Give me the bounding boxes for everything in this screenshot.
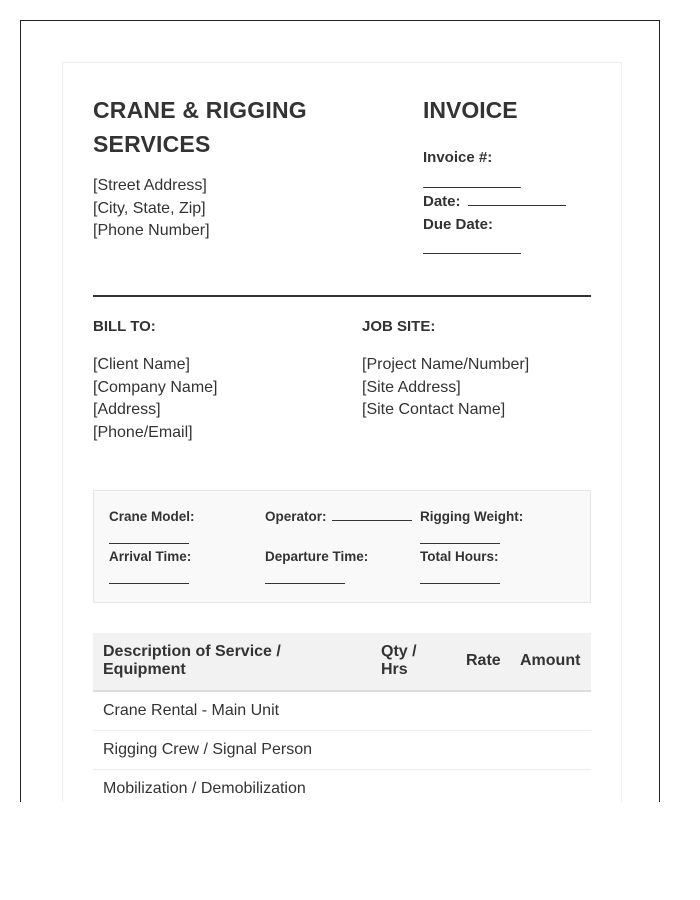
bill-to-client-name: [Client Name]: [93, 356, 190, 373]
departure-time-blank: [265, 583, 345, 584]
job-site-contact: [Site Contact Name]: [362, 401, 506, 418]
job-details-box: [93, 490, 591, 603]
table-row: [93, 731, 591, 770]
operator-field: [265, 507, 412, 527]
invoice-title: INVOICE: [423, 97, 518, 123]
crane-model-blank: [109, 543, 189, 544]
row-description: Crane Rental - Main Unit: [103, 702, 280, 719]
bill-to-heading: BILL TO:: [93, 318, 156, 335]
header-divider: [93, 295, 591, 297]
arrival-time-blank: [109, 583, 189, 584]
company-phone: [Phone Number]: [93, 222, 210, 239]
rigging-weight-blank: [420, 543, 500, 544]
document-frame: [20, 20, 660, 802]
operator-label: Operator:: [265, 509, 327, 524]
operator-blank: [332, 520, 412, 521]
row-description: Mobilization / Demobilization: [103, 780, 306, 797]
invoice-number-blank: [423, 187, 521, 188]
job-site-address: [Site Address]: [362, 379, 461, 396]
header-qty-hrs: Qty / Hrs: [381, 643, 417, 678]
job-site-project: [Project Name/Number]: [362, 356, 530, 373]
header-amount: Amount: [520, 652, 581, 669]
invoice-date-blank: [468, 205, 566, 206]
table-row: [93, 770, 591, 802]
line-items-table: [93, 633, 591, 802]
company-city-state-zip: [City, State, Zip]: [93, 200, 206, 217]
job-site-heading: JOB SITE:: [362, 318, 436, 335]
header-description: Description of Service / Equipment: [103, 643, 281, 678]
total-hours-blank: [420, 583, 500, 584]
table-header-row: [93, 633, 591, 692]
invoice-page: [62, 62, 622, 802]
bill-to-company-name: [Company Name]: [93, 379, 218, 396]
departure-time-label: Departure Time:: [265, 549, 369, 564]
arrival-time-label: Arrival Time:: [109, 549, 192, 564]
bill-to-phone-email: [Phone/Email]: [93, 424, 193, 441]
bill-to-address: [Address]: [93, 401, 161, 418]
total-hours-label: Total Hours:: [420, 549, 499, 564]
company-name: CRANE & RIGGING SERVICES: [93, 97, 307, 157]
table-row: [93, 692, 591, 731]
rigging-weight-label: Rigging Weight:: [420, 509, 524, 524]
company-street-address: [Street Address]: [93, 177, 207, 194]
invoice-number-label: Invoice #:: [423, 149, 493, 166]
invoice-due-date-label: Due Date:: [423, 216, 494, 233]
invoice-due-date-blank: [423, 253, 521, 254]
invoice-date-field: [423, 191, 566, 213]
header-rate: Rate: [466, 652, 501, 669]
invoice-date-label: Date:: [423, 193, 461, 210]
row-description: Rigging Crew / Signal Person: [103, 741, 312, 758]
crane-model-label: Crane Model:: [109, 509, 195, 524]
